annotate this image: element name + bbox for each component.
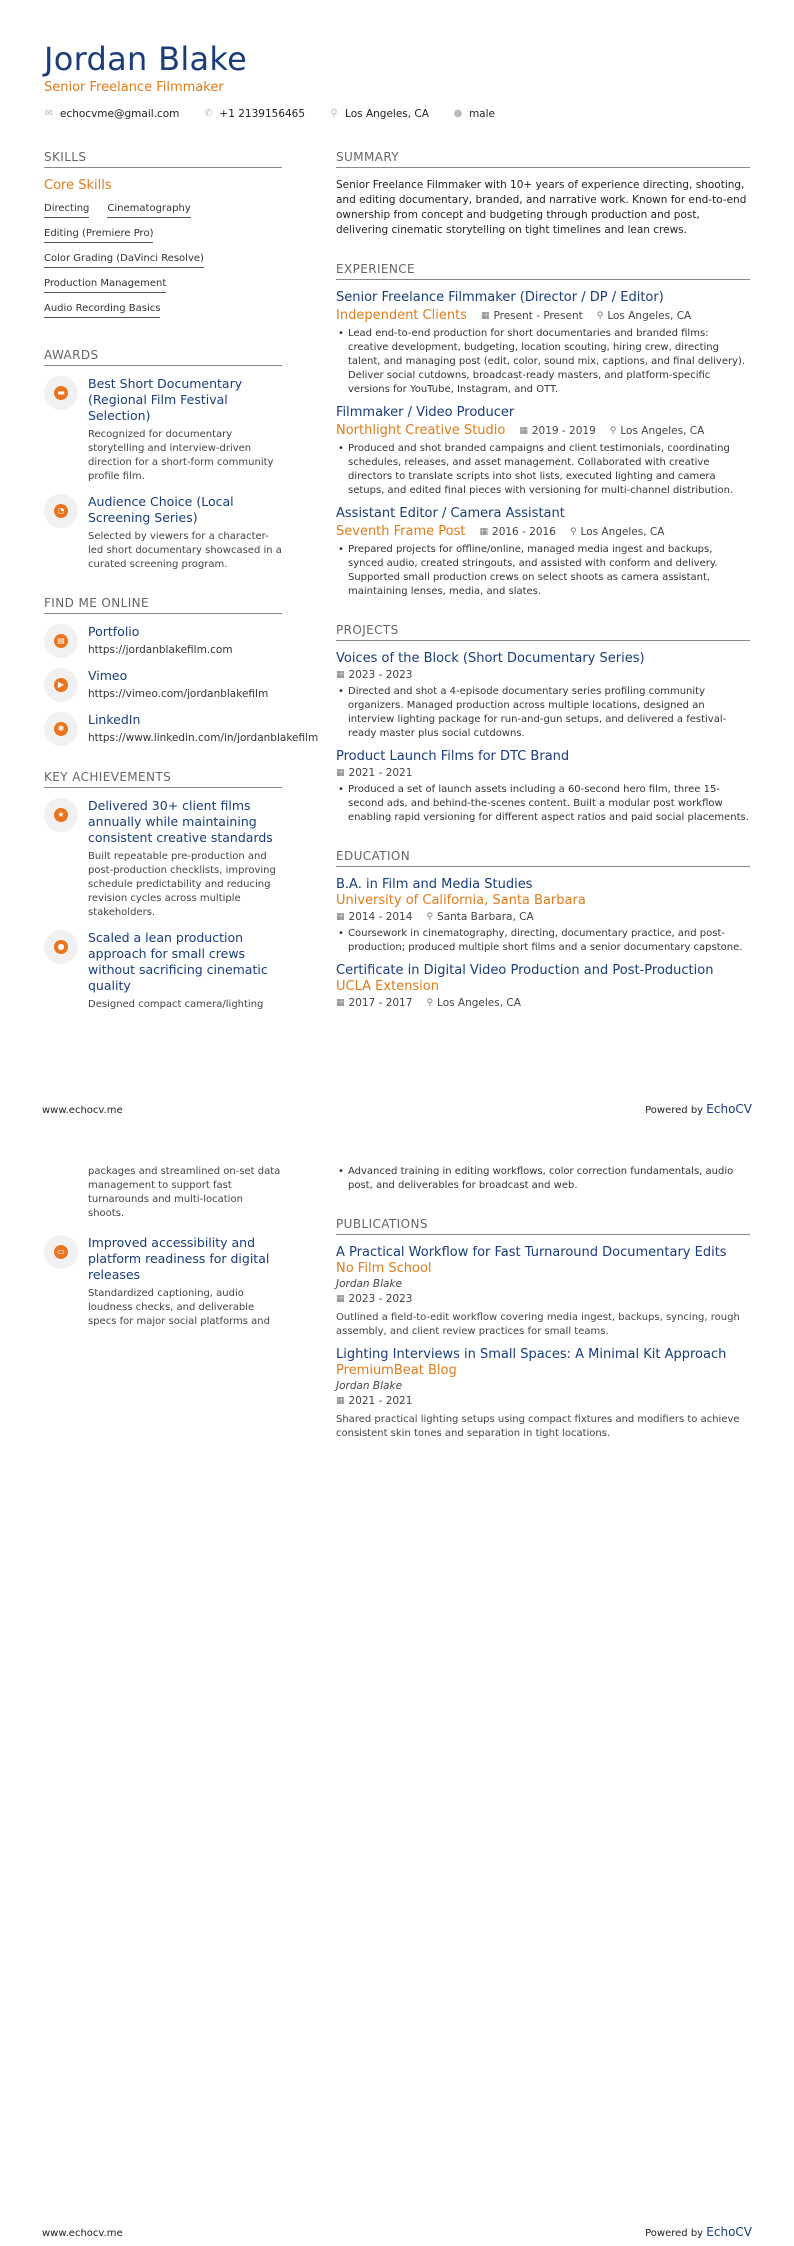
experience-item: Senior Freelance Filmmaker (Director / DP / Editor) Independent Clients ▦ Present - Present ⚲ Los Angeles, CA • Lead end-to-end production for short documentaries and branded films: creative development, budgeting, location scouting, hiring crew, directing talent, and managing post (edit, color, sound mix, captions, and final delivery). Deliver social cutdowns, broadcast-ready masters, and platform-specific versions for YouTube, Instagram, and OTT. (336, 290, 750, 397)
location-pin-icon: ⚲ (609, 425, 617, 436)
archive-icon: ▭ (54, 1245, 68, 1259)
award-item: ▬ Best Short Documentary (Regional Film Festival Selection) Recognized for documentary storytelling and interview-driven direction for a short-form community profile film. (44, 376, 282, 484)
left-column-continued (44, 1165, 282, 1339)
achievement-item-continued: packages and streamlined on-set data management to support fast turnarounds and multi-location shoots. (88, 1166, 281, 1219)
skill-tag: Production Management (44, 274, 166, 293)
right-column (336, 150, 750, 1009)
footer-site-link[interactable]: www.echocv.me (42, 1105, 123, 1116)
achievements-heading: KEY ACHIEVEMENTS (44, 770, 282, 788)
calendar-icon: ▦ (479, 526, 489, 537)
contact-bar (44, 108, 495, 120)
online-link-linkedin[interactable]: ✱ LinkedIn https://www.linkedin.com/in/jordanblakefilm (44, 712, 282, 746)
video-icon: ▶ (54, 678, 68, 692)
calendar-icon: ▦ (519, 425, 528, 436)
education-heading: EDUCATION (336, 849, 750, 867)
calendar-icon: ▦ (336, 1396, 345, 1406)
calendar-icon: ▦ (336, 998, 345, 1008)
person-icon: ● (453, 108, 463, 119)
project-item: Product Launch Films for DTC Brand ▦ 2021 - 2021 • Produced a set of launch assets including a 60-second hero film, three 15-second ads, and behind-the-scenes content. Built a modular post workflow enabling rapid versioning for different aspect ratios and paid social placements. (336, 749, 750, 825)
echocv-logo[interactable]: EchoCV (706, 2225, 752, 2239)
resume-page-2 (0, 1123, 794, 2246)
footer-powered-by: Powered by EchoCV (645, 1102, 752, 1116)
achievement-item: ● Scaled a lean production approach for small crews without sacrificing cinematic quality Designed compact camera/lighting (44, 930, 282, 1016)
publication-item: A Practical Workflow for Fast Turnaround Documentary Edits No Film School Jordan Blake ▦ 2023 - 2023 Outlined a field-to-edit workflow covering media ingest, backups, syncing, rough assembly, and client review practices for small teams. (336, 1245, 740, 1337)
summary-heading: SUMMARY (336, 150, 750, 168)
education-item: Certificate in Digital Video Production and Post-Production UCLA Extension ▦ 2017 - 2017 ⚲ Los Angeles, CA (336, 963, 714, 1009)
trophy-icon: ▬ (54, 386, 68, 400)
contact-gender: ● male (453, 108, 495, 120)
calendar-icon: ▦ (336, 912, 345, 922)
award-item: ◔ Audience Choice (Local Screening Series) Selected by viewers for a character-led short documentary showcased in a curated screening program. (44, 494, 282, 572)
calendar-icon: ▦ (336, 670, 345, 680)
experience-item: Assistant Editor / Camera Assistant Seventh Frame Post ▦ 2016 - 2016 ⚲ Los Angeles, CA • Prepared projects for offline/online, managed media ingest and backups, synced audio, created stringouts, and assisted with conform and delivery. Supported small production crews on select shoots as camera assistant, maintaining lenses, media, and slates. (336, 506, 750, 599)
left-column (44, 150, 319, 1016)
location-pin-icon: ⚲ (426, 998, 434, 1008)
candidate-name: Jordan Blake (44, 40, 248, 78)
skills-heading: SKILLS (44, 150, 282, 168)
medal-icon: ★ (54, 808, 68, 822)
skill-tag: Directing (44, 199, 89, 218)
gear-icon: ✱ (54, 722, 68, 736)
chat-icon: ● (54, 940, 68, 954)
experience-heading: EXPERIENCE (336, 262, 750, 280)
email-icon: ✉ (44, 108, 54, 119)
skill-tag: Audio Recording Basics (44, 299, 160, 318)
skills-list (44, 199, 282, 324)
location-pin-icon: ⚲ (426, 912, 434, 922)
skill-tag: Color Grading (DaVinci Resolve) (44, 249, 204, 268)
online-link-vimeo[interactable]: ▶ Vimeo https://vimeo.com/jordanblakefilm (44, 668, 282, 702)
right-column-continued (336, 1165, 750, 1441)
location-pin-icon: ⚲ (330, 108, 338, 119)
online-link-portfolio[interactable]: ▤ Portfolio https://jordanblakefilm.com (44, 624, 282, 658)
contact-location: ⚲ Los Angeles, CA (330, 108, 429, 120)
clock-icon: ◔ (54, 504, 68, 518)
online-heading: FIND ME ONLINE (44, 596, 282, 614)
contact-phone[interactable]: ✆ +1 2139156465 (204, 108, 306, 120)
calendar-icon: ▦ (480, 310, 490, 321)
footer-site-link[interactable]: www.echocv.me (42, 2228, 123, 2239)
skills-group-title: Core Skills (44, 178, 112, 193)
achievement-item: ▭ Improved accessibility and platform readiness for digital releases Standardized captioning, audio loudness checks, and deliverable specs for major social platforms and (44, 1235, 282, 1329)
skill-tag: Editing (Premiere Pro) (44, 224, 153, 243)
education-item: B.A. in Film and Media Studies University of California, Santa Barbara ▦ 2014 - 2014 ⚲ Santa Barbara, CA • Coursework in cinematography, directing, documentary practice, and post-production; produced multiple short films and a senior documentary capstone. (336, 877, 750, 955)
location-pin-icon: ⚲ (596, 310, 604, 321)
project-item: Voices of the Block (Short Documentary Series) ▦ 2023 - 2023 • Directed and shot a 4-episode documentary series profiling community organizers. Managed production across multiple locations, designed an interview lighting package for run-and-gun setups, and delivered a festival-ready master plus social cutdowns. (336, 651, 750, 741)
echocv-logo[interactable]: EchoCV (706, 1102, 752, 1116)
phone-icon: ✆ (204, 108, 213, 119)
experience-item: Filmmaker / Video Producer Northlight Creative Studio ▦ 2019 - 2019 ⚲ Los Angeles, CA • Produced and shot branded campaigns and client testimonials, coordinating schedules, releases, and asset management. Collaborated with creative directors to translate scripts into shot lists, executed lighting and camera setups, and edited final pieces with versioning for multi-channel distribution. (336, 405, 750, 498)
document-icon: ▤ (54, 634, 68, 648)
calendar-icon: ▦ (336, 1294, 345, 1304)
candidate-role: Senior Freelance Filmmaker (44, 80, 224, 95)
publications-heading: PUBLICATIONS (336, 1217, 750, 1235)
summary-text: Senior Freelance Filmmaker with 10+ years of experience directing, shooting, and editing documentary, branded, and narrative work. Known for end-to-end ownership from concept and budgeting through production and post, delivering cinematic storytelling on tight timelines and lean crews. (336, 179, 747, 236)
publication-item: Lighting Interviews in Small Spaces: A Minimal Kit Approach PremiumBeat Blog Jordan Blake ▦ 2021 - 2021 Shared practical lighting setups using compact fixtures and modifiers to achieve consistent skin tones and separation in tight locations. (336, 1347, 740, 1439)
footer-powered-by: Powered by EchoCV (645, 2225, 752, 2239)
education-bullet-continued: • Advanced training in editing workflows, color correction fundamentals, audio post, and deliverables for broadcast and web. (336, 1165, 750, 1193)
skill-tag: Cinematography (107, 199, 190, 218)
calendar-icon: ▦ (336, 768, 345, 778)
awards-heading: AWARDS (44, 348, 282, 366)
projects-heading: PROJECTS (336, 623, 750, 641)
location-pin-icon: ⚲ (569, 526, 577, 537)
contact-email[interactable]: ✉ echocvme@gmail.com (44, 108, 180, 120)
achievement-item: ★ Delivered 30+ client films annually while maintaining consistent creative standards Built repeatable pre-production and post-production checklists, improving schedule predictability and reducing revision cycles across multiple stakeholders. (44, 798, 282, 920)
